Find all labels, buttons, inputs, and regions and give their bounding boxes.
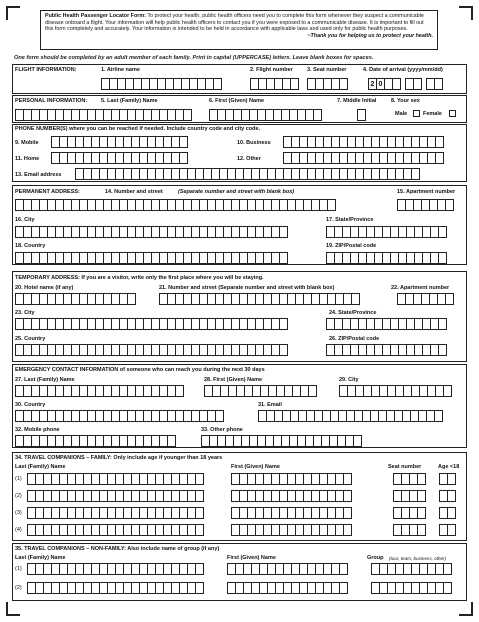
corner-mark-top-left [6,6,20,20]
phone-section-title: PHONE NUMBER(S) where you can be reached if needed. Include country code and city code. [15,126,261,132]
temporary-address-section [12,271,467,362]
char-box[interactable] [411,168,420,180]
char-box[interactable] [343,507,352,519]
form-tagline: ~Thank you for helping us to protect your health. [307,32,433,39]
country-label: 18. Country [15,243,46,249]
street-note: (Separate number and street with blank box) [178,189,295,195]
city-field[interactable] [15,226,287,238]
char-box[interactable] [167,435,176,447]
char-box[interactable] [195,473,204,485]
apartment-field[interactable] [397,199,453,211]
state-label: 17. State/Province [326,217,374,223]
char-box[interactable] [351,293,360,305]
temp-country-field[interactable] [15,344,287,356]
char-box[interactable] [438,344,447,356]
emergency-mobile-field[interactable] [15,435,175,447]
char-box[interactable] [447,524,456,536]
companion-last-name-field[interactable] [27,473,203,485]
char-box[interactable] [434,410,443,422]
emergency-first-label: 28. First (Given) Name [204,377,263,383]
male-label: Male [395,111,408,117]
char-box[interactable] [339,78,348,90]
last-name-field[interactable] [15,109,191,121]
char-box[interactable] [175,385,184,397]
emergency-email-field[interactable] [258,410,442,422]
char-box[interactable] [313,109,322,121]
other-phone-field[interactable] [283,152,443,164]
zip-label: 19. ZIP/Postal code [326,243,377,249]
temp-city-label: 23. City [15,310,35,316]
mobile-label: 9. Mobile [15,140,39,146]
emergency-section-title: EMERGENCY CONTACT INFORMATION of someone who can reach you during the next 30 days [15,367,265,373]
char-box[interactable] [438,318,447,330]
family-first-label: First (Given) Name [231,464,280,470]
emergency-email-label: 31. Email [258,402,282,408]
char-box[interactable] [417,473,426,485]
male-checkbox[interactable] [413,110,420,117]
temp-city-field[interactable] [15,318,287,330]
companion-age-field[interactable] [439,507,455,519]
companion-row-number: (2) [15,493,22,499]
companion-age-field[interactable] [439,524,455,536]
temp-state-label: 24. State/Province [329,310,377,316]
char-box[interactable] [195,524,204,536]
char-box[interactable] [353,435,362,447]
companion-last-name-field[interactable] [27,582,203,594]
companion-first-name-field[interactable] [231,507,351,519]
char-box[interactable] [447,507,456,519]
date-cell[interactable]: 0 [376,78,385,90]
companion-seat-field[interactable] [393,490,425,502]
apartment-label: 15. Apartment number [397,189,456,195]
family-last-label: Last (Family) Name [15,464,66,470]
last-name-label: 5. Last (Family) Name [101,98,158,104]
companion-seat-field[interactable] [393,473,425,485]
home-label: 11. Home [15,156,40,162]
char-box[interactable] [213,78,222,90]
temporary-section-title: TEMPORARY ADDRESS: If you are a visitor, write only the first place where you will be staying. [15,275,264,281]
char-box[interactable] [445,293,454,305]
temp-street-label: 21. Number and street (Separate number and street with blank box) [159,285,335,291]
char-box[interactable] [279,252,288,264]
temp-apartment-field[interactable] [397,293,453,305]
flight-section [12,64,467,94]
char-box[interactable] [445,199,454,211]
companion-row-number: (1) [15,476,22,482]
char-box[interactable] [438,252,447,264]
street-label: 14. Number and street [105,189,163,195]
char-box[interactable] [417,490,426,502]
form-intro: To protect your health, public health officers need you to complete this form whenever they suspect a communicable disease onboard a flight. Your information will help public health officers to contact you if you were exposed to a communicable disease. It is important to fill out this form completely and accurately. Your information is intended to be held in accordance with applicable laws and used only for public health purposes. [45,13,424,33]
emergency-other-phone-label: 33. Other phone [201,427,243,433]
arrival-date-label: 4. Date of arrival (yyyy/mm/dd) [363,67,443,73]
group-note: (tour, team, business, other) [389,556,447,561]
char-box[interactable] [195,507,204,519]
form-title: Public Health Passenger Locator Form: [45,13,146,19]
nonfamily-companions-section [12,543,467,601]
street-field[interactable] [15,199,335,211]
char-box[interactable] [339,582,348,594]
companion-row-number: (3) [15,510,22,516]
corner-mark-top-right [459,6,473,20]
char-box[interactable] [343,473,352,485]
other-phone-label: 12. Other [237,156,261,162]
char-box[interactable] [438,226,447,238]
char-box[interactable] [417,524,426,536]
char-box[interactable] [183,109,192,121]
personal-section-title: PERSONAL INFORMATION: [15,98,88,104]
permanent-section-title: PERMANENT ADDRESS: [15,189,80,195]
char-box[interactable] [443,582,452,594]
char-box[interactable] [179,152,188,164]
char-box[interactable] [290,78,299,90]
char-box[interactable] [279,318,288,330]
char-box[interactable] [327,199,336,211]
companion-last-name-field[interactable] [27,563,203,575]
corner-mark-bottom-right [459,602,473,616]
companion-age-field[interactable] [439,473,455,485]
hotel-field[interactable] [15,293,135,305]
arrival-date-field[interactable] [368,78,442,90]
companion-last-name-field[interactable] [27,524,203,536]
family-seat-label: Seat number [388,464,422,470]
char-box[interactable] [339,563,348,575]
temp-state-field[interactable] [326,318,446,330]
business-field[interactable] [283,136,443,148]
companion-seat-field[interactable] [393,524,425,536]
nonfamily-last-label: Last (Family) Name [15,555,66,561]
char-box[interactable] [447,490,456,502]
companion-group-field[interactable] [371,563,451,575]
home-field[interactable] [51,152,187,164]
zip-field[interactable] [326,252,446,264]
char-box[interactable] [308,385,317,397]
char-box[interactable] [127,293,136,305]
char-box[interactable] [195,563,204,575]
emergency-first-field[interactable] [204,385,316,397]
temp-country-label: 25. Country [15,336,46,342]
airline-label: 1. Airline name [101,67,140,73]
char-box[interactable] [195,582,204,594]
emergency-mobile-label: 32. Mobile phone [15,427,60,433]
flight-number-label: 2. Flight number [250,67,293,73]
char-box[interactable] [443,563,452,575]
hotel-label: 20. Hotel name (if any) [15,285,74,291]
sex-label: 8. Your sex [391,98,420,104]
form-header [40,10,438,50]
companion-seat-field[interactable] [393,507,425,519]
char-box[interactable] [443,385,452,397]
temp-zip-field[interactable] [326,344,446,356]
char-box[interactable] [179,136,188,148]
temp-zip-label: 26. ZIP/Postal code [329,336,380,342]
char-box[interactable] [435,152,444,164]
companion-last-name-field[interactable] [27,490,203,502]
email-field[interactable] [75,168,419,180]
temp-apartment-label: 22. Apartment number [391,285,450,291]
nonfamily-section-title: 35. TRAVEL COMPANIONS – NON-FAMILY: Also include name of group (if any) [15,546,220,552]
flight-number-field[interactable] [250,78,298,90]
emergency-country-label: 30. Country [15,402,46,408]
char-box[interactable] [343,490,352,502]
char-box[interactable] [343,524,352,536]
nonfamily-first-label: First (Given) Name [227,555,276,561]
companion-row-number: (4) [15,527,22,533]
female-label: Female [423,111,442,117]
email-label: 13. Email address [15,172,62,178]
group-label: Group [367,555,384,561]
companion-age-field[interactable] [439,490,455,502]
char-box[interactable] [279,226,288,238]
char-box[interactable] [447,473,456,485]
family-companions-section [12,452,467,541]
family-section-title: 34. TRAVEL COMPANIONS – FAMILY: Only include age if younger than 18 years [15,455,223,461]
companion-row-number: (1) [15,566,22,572]
permanent-address-section [12,185,467,265]
companion-group-field[interactable] [371,582,451,594]
personal-section [12,95,467,123]
companion-first-name-field[interactable] [227,563,347,575]
business-label: 10. Business [237,140,271,146]
mobile-field[interactable] [51,136,187,148]
temp-street-field[interactable] [159,293,359,305]
companion-last-name-field[interactable] [27,507,203,519]
emergency-last-label: 27. Last (Family) Name [15,377,75,383]
instruction-note: One form should be completed by an adult member of each family. Print in capital (UPPERCASE) letters. Leave blank boxes for spaces. [14,55,374,61]
char-box[interactable] [435,136,444,148]
companion-first-name-field[interactable] [231,490,351,502]
emergency-other-phone-field[interactable] [201,435,361,447]
companion-row-number: (2) [15,585,22,591]
female-checkbox[interactable] [449,110,456,117]
seat-number-field[interactable] [307,78,347,90]
corner-mark-bottom-left [6,602,20,616]
city-label: 16. City [15,217,35,223]
companion-first-name-field[interactable] [231,524,351,536]
companion-first-name-field[interactable] [227,582,347,594]
emergency-last-field[interactable] [15,385,183,397]
date-cell[interactable] [434,78,443,90]
emergency-contact-section [12,364,467,448]
phone-section [12,124,467,182]
country-field[interactable] [15,252,287,264]
family-age-label: Age <18 [438,464,460,470]
char-box[interactable] [279,344,288,356]
emergency-city-label: 29. City [339,377,359,383]
first-name-label: 6. First (Given) Name [209,98,265,104]
emergency-country-field[interactable] [15,410,223,422]
char-box[interactable] [417,507,426,519]
char-box[interactable] [357,109,366,121]
companion-first-name-field[interactable] [231,473,351,485]
seat-number-label: 3. Seat number [307,67,347,73]
char-box[interactable] [195,490,204,502]
char-box[interactable] [215,410,224,422]
flight-section-title: FLIGHT INFORMATION: [15,67,77,73]
emergency-city-field[interactable] [339,385,451,397]
middle-initial-label: 7. Middle Initial [337,98,377,104]
state-field[interactable] [326,226,446,238]
date-cell[interactable]: 2 [368,78,377,90]
middle-initial-field[interactable] [357,109,365,121]
airline-field[interactable] [101,78,221,90]
first-name-field[interactable] [209,109,321,121]
